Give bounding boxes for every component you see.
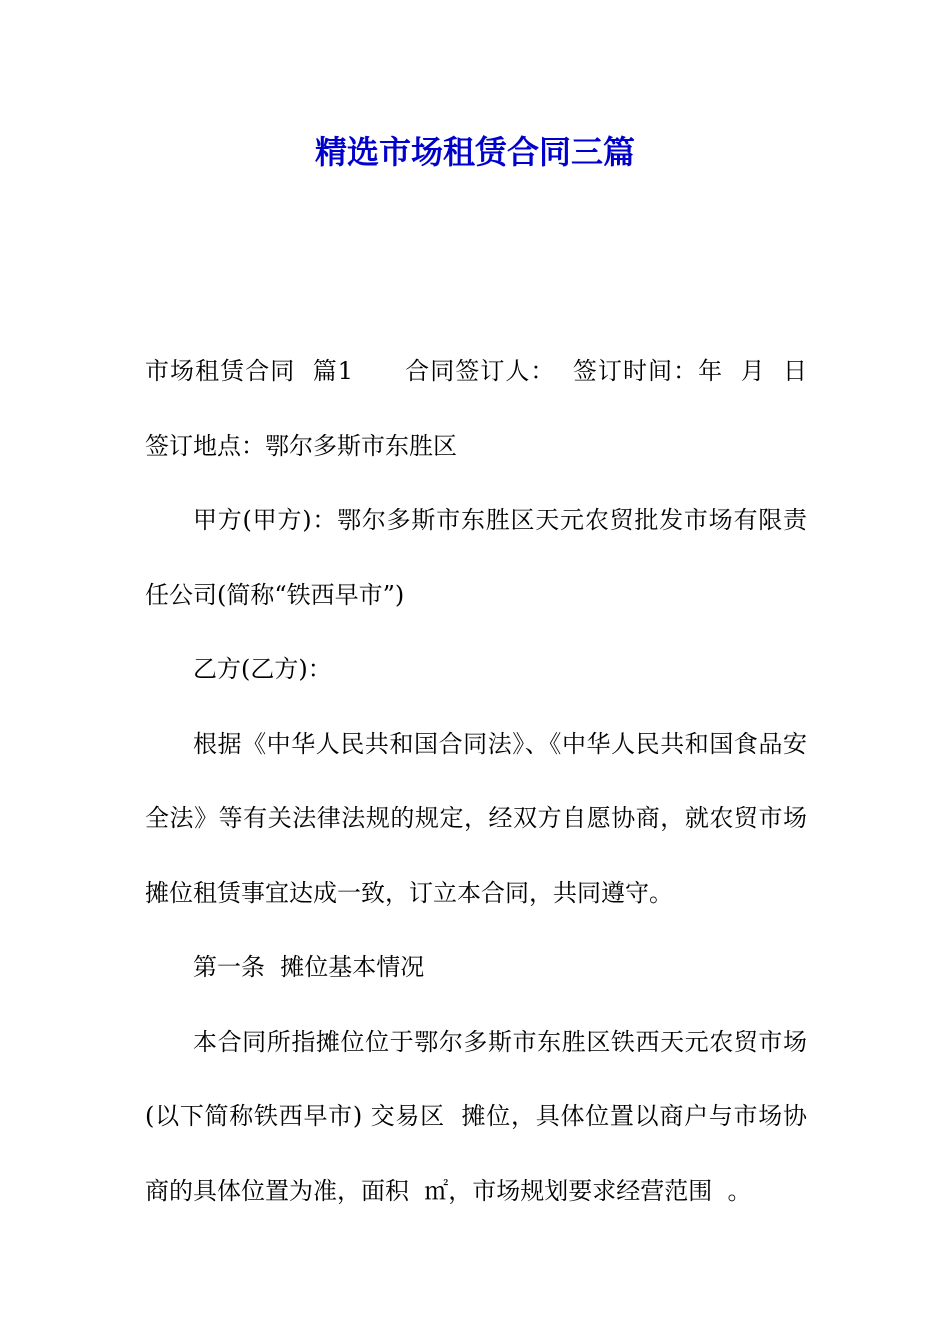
- paragraph-stall-details: 本合同所指摊位位于鄂尔多斯市东胜区铁西天元农贸市场(以下简称铁西早市) 交易区 摊位，具体位置以商户与市场协商的具体位置为准，面积 ㎡，市场规划要求经营范围 。: [145, 1027, 807, 1205]
- document-body: [145, 334, 823, 1228]
- paragraph-legal-basis: 根据《中华人民共和国合同法》、《中华人民共和国食品安全法》等有关法律法规的规定，经双方自愿协商，就农贸市场摊位租赁事宜达成一致，订立本合同，共同遵守。: [145, 729, 807, 907]
- paragraph-contract-header: 市场租赁合同 篇1 合同签订人： 签订时间：年 月 日 签订地点：鄂尔多斯市东胜区: [145, 357, 823, 460]
- paragraph-party-a: 甲方(甲方)：鄂尔多斯市东胜区天元农贸批发市场有限责任公司(简称“铁西早市”): [145, 506, 807, 609]
- article-one-heading: 第一条 摊位基本情况: [193, 953, 425, 981]
- paragraph-party-b: 乙方(乙方)：: [193, 655, 332, 683]
- document-title: 精选市场租赁合同三篇: [314, 133, 635, 171]
